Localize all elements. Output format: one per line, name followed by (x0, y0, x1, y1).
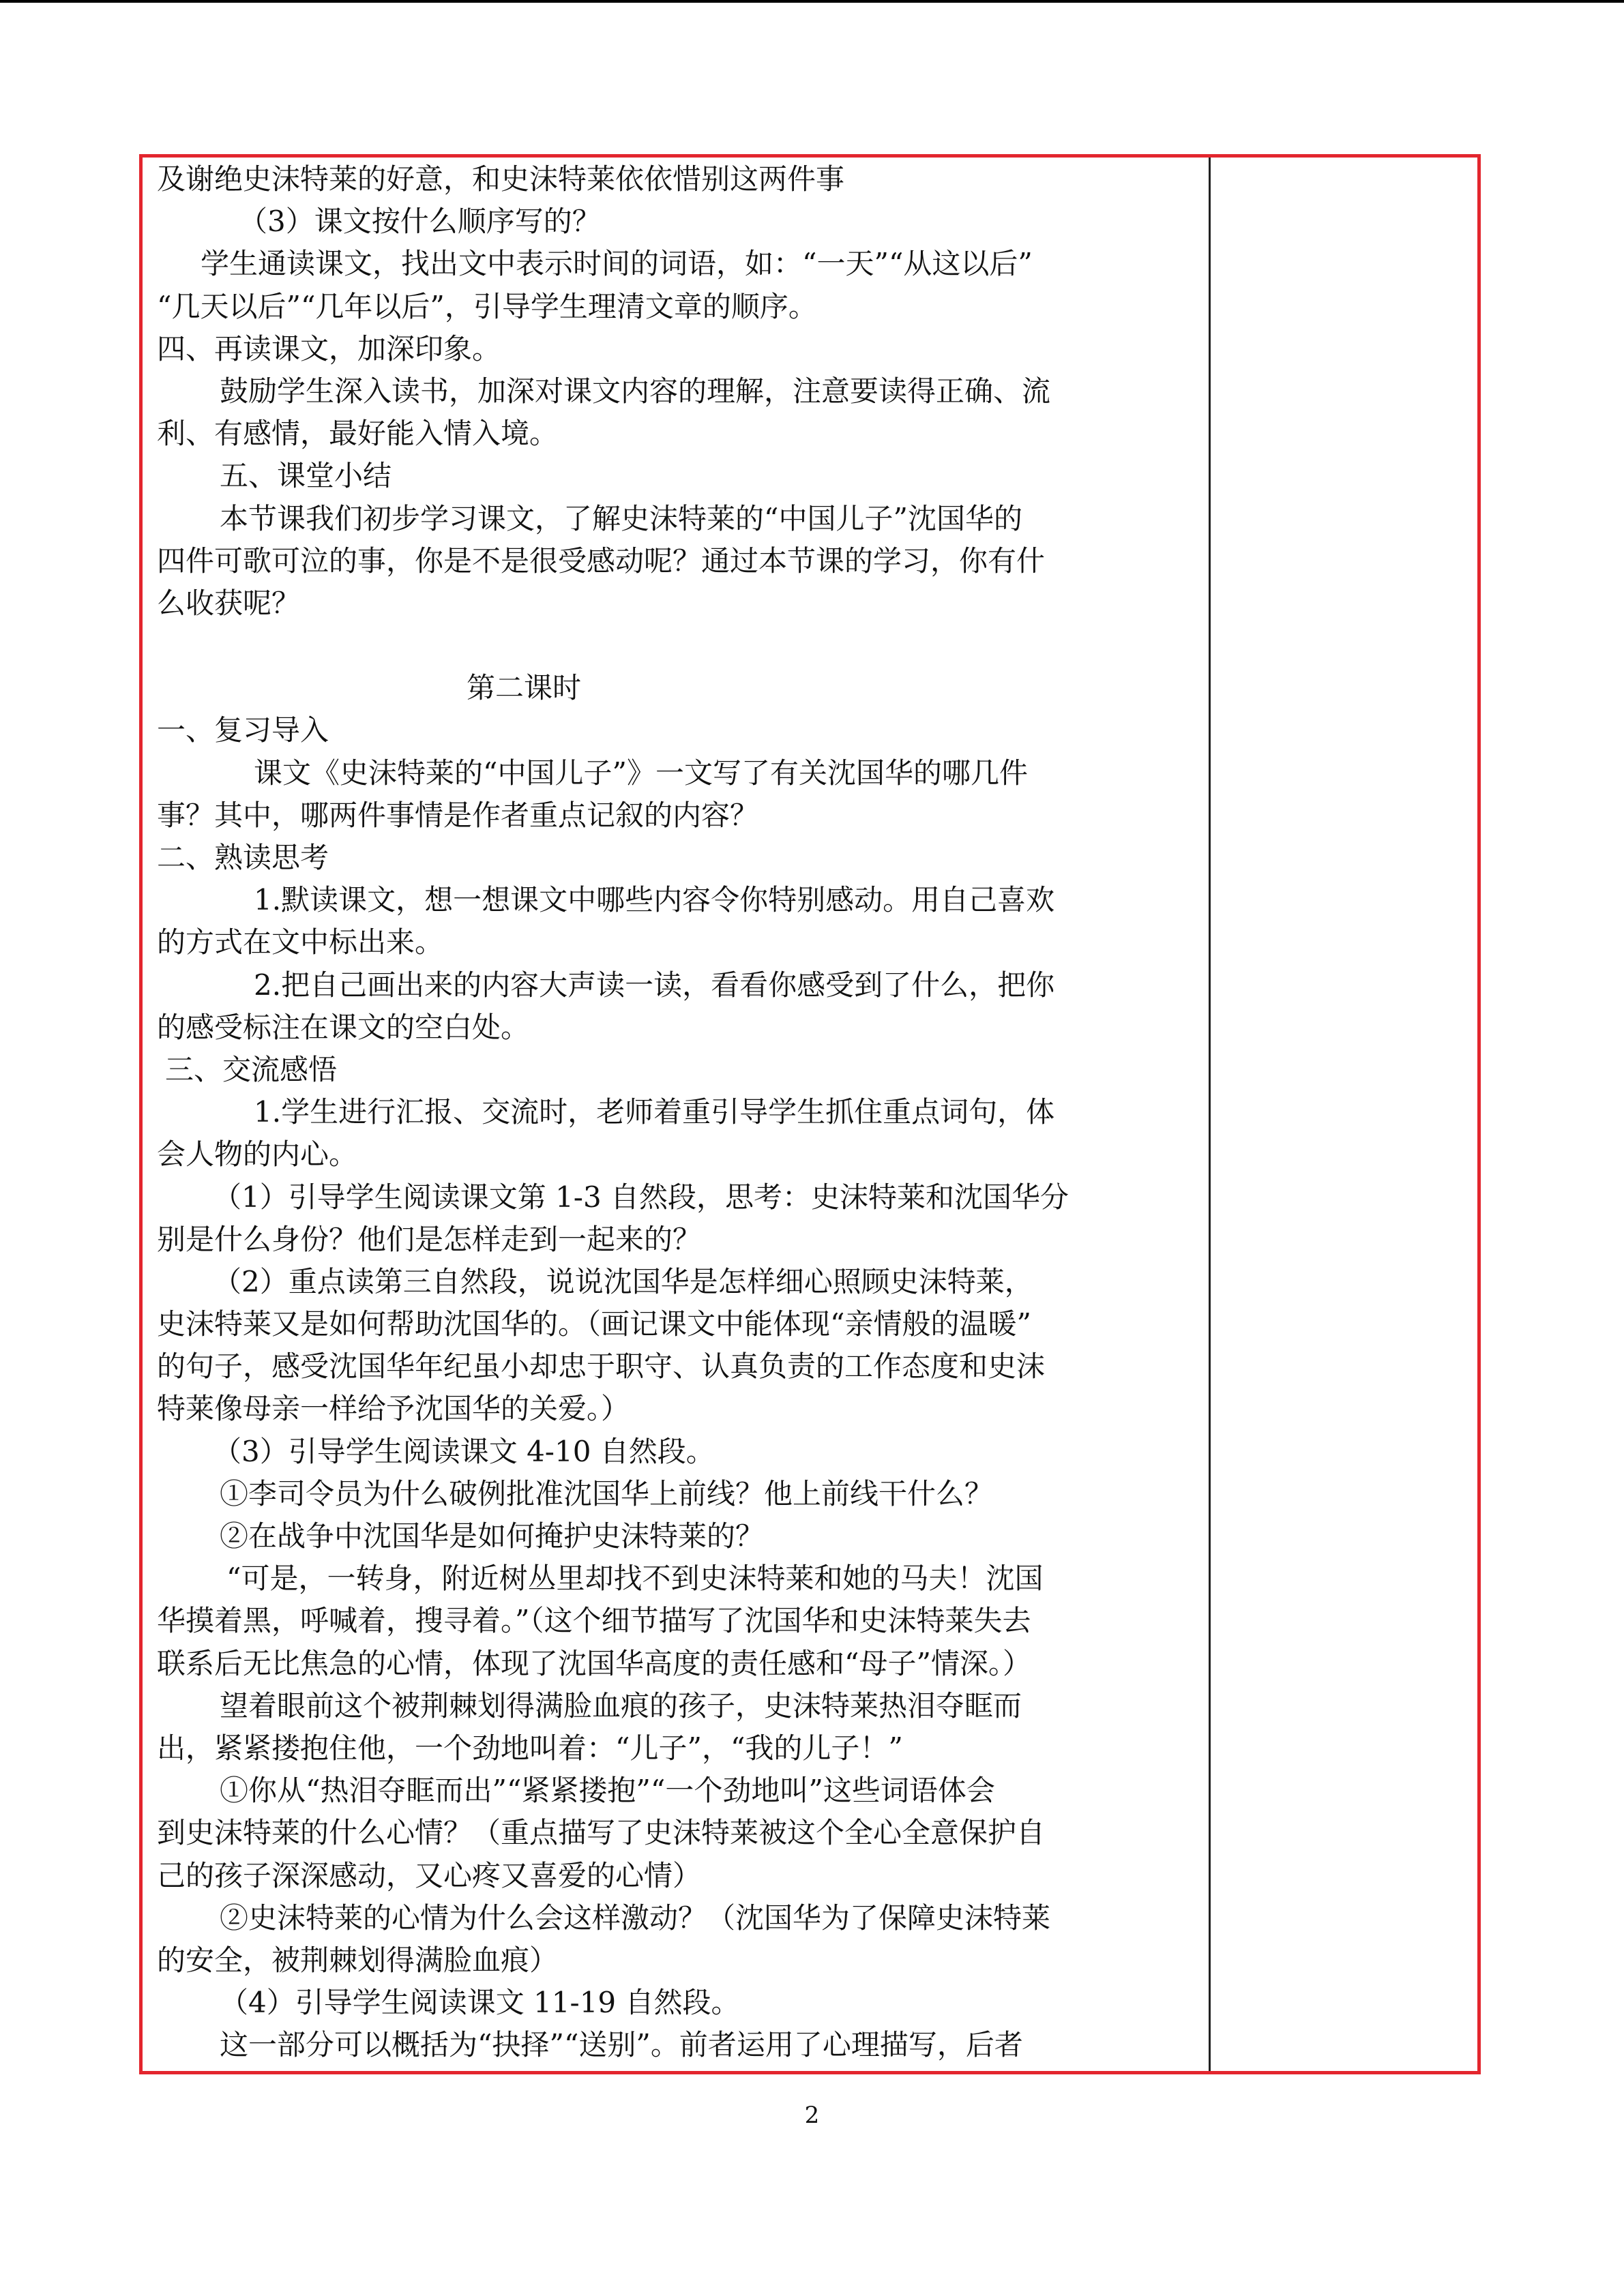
text-line: 五、课堂小结 (220, 459, 392, 493)
text-line: 课文《史沫特莱的“中国儿子”》一文写了有关沈国华的哪几件 (254, 756, 1028, 790)
text-line: 这一部分可以概括为“抉择”“送别”。前者运用了心理描写，后者 (220, 2028, 1023, 2062)
text-line: 望着眼前这个被荆棘划得满脸血痕的孩子，史沫特莱热泪夺眶而 (220, 1688, 1022, 1723)
text-line: 四件可歌可泣的事，你是不是很受感动呢？通过本节课的学习，你有什 (157, 543, 1046, 578)
text-line: 么收获呢？ (157, 586, 301, 620)
text-line: ②史沫特莱的心情为什么会这样激动？（沈国华为了保障史沫特莱 (220, 1900, 1051, 1935)
text-line: 的安全，被荆棘划得满脸血痕） (157, 1943, 559, 1977)
text-line: 本节课我们初步学习课文，了解史沫特莱的“中国儿子”沈国华的 (220, 501, 1022, 535)
text-line: 己的孩子深深感动，又心疼又喜爱的心情） (157, 1858, 702, 1892)
text-line: （4）引导学生阅读课文 11-19 自然段。 (220, 1986, 740, 2020)
text-line: 四、再读课文，加深印象。 (157, 331, 501, 366)
text-line: “几天以后”“几年以后”，引导学生理清文章的顺序。 (157, 289, 817, 323)
text-line: 2.把自己画出来的内容大声读一读，看看你感受到了什么，把你 (254, 968, 1055, 1002)
text-line: 二、熟读思考 (157, 841, 329, 874)
text-line: （3）课文按什么顺序写的？ (239, 205, 601, 239)
lesson-plan-text (157, 158, 1194, 2066)
text-line: 事？其中，哪两件事情是作者重点记叙的内容？ (157, 798, 759, 832)
text-line: ①李司令员为什么破例批准沈国华上前线？他上前线干什么？ (220, 1476, 994, 1510)
text-line: 的句子，感受沈国华年纪虽小却忠于职守、认真负责的工作态度和史沫 (157, 1350, 1046, 1384)
text-line: 到史沫特莱的什么心情？（重点描写了史沫特莱被这个全心全意保护自 (157, 1816, 1046, 1850)
table-column-divider (1209, 158, 1211, 2071)
text-line: （2）重点读第三自然段，说说沈国华是怎样细心照顾史沫特莱， (213, 1264, 1033, 1298)
text-line: ②在战争中沈国华是如何掩护史沫特莱的？ (220, 1519, 765, 1553)
text-line: 史沫特莱又是如何帮助沈国华的。（画记课文中能体现“亲情般的温暖” (157, 1307, 1031, 1341)
text-line: 第二课时 (467, 671, 582, 705)
text-line: （3）引导学生阅读课文 4-10 自然段。 (213, 1434, 715, 1468)
page-number: 2 (804, 2102, 820, 2129)
text-line: 的方式在文中标出来。 (157, 925, 444, 959)
text-line: 的感受标注在课文的空白处。 (157, 1010, 530, 1044)
text-line: 联系后无比焦急的心情，体现了沈国华高度的责任感和“母子”情深。） (157, 1646, 1031, 1680)
text-line: 出，紧紧搂抱住他，一个劲地叫着：“儿子”，“我的儿子！” (157, 1731, 903, 1765)
text-line: 一、复习导入 (157, 713, 329, 747)
text-line: （1）引导学生阅读课文第 1-3 自然段，思考：史沫特莱和沈国华分 (213, 1180, 1069, 1214)
text-line: “可是，一转身，附近树丛里却找不到史沫特莱和她的马夫！沈国 (226, 1562, 1044, 1596)
text-line: 1.学生进行汇报、交流时，老师着重引导学生抓住重点词句，体 (254, 1095, 1055, 1129)
blank-line (157, 625, 1194, 667)
text-line: 及谢绝史沫特莱的好意，和史沫特莱依依惜别这两件事 (157, 162, 845, 196)
text-line: 华摸着黑，呼喊着，搜寻着。”（这个细节描写了沈国华和史沫特莱失去 (157, 1604, 1031, 1638)
text-line: 特莱像母亲一样给予沈国华的关爱。） (157, 1392, 630, 1426)
text-line: 利、有感情，最好能入情入境。 (157, 417, 559, 451)
text-line: 三、交流感悟 (165, 1052, 338, 1086)
text-line: 鼓励学生深入读书，加深对课文内容的理解，注意要读得正确、流 (220, 374, 1051, 408)
text-line: 学生通读课文，找出文中表示时间的词语，如：“一天”“从这以后” (201, 247, 1033, 281)
page-top-border (0, 0, 1624, 3)
text-line: 别是什么身份？他们是怎样走到一起来的？ (157, 1222, 702, 1256)
text-line: 1.默读课文，想一想课文中哪些内容令你特别感动。用自己喜欢 (254, 883, 1055, 917)
text-line: 会人物的内心。 (157, 1137, 358, 1172)
text-line: ①你从“热泪夺眶而出”“紧紧搂抱”“一个劲地叫”这些词语体会 (220, 1774, 995, 1808)
